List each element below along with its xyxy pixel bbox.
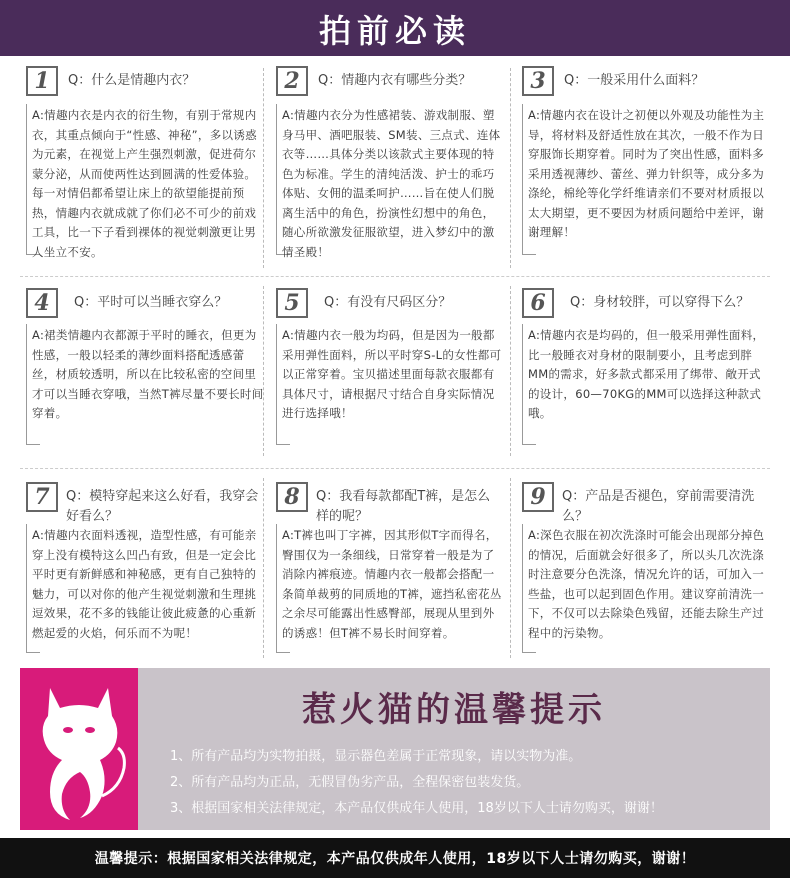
faq-question: Q：情趣内衣有哪些分类？ [318, 73, 472, 88]
cat-silhouette-logo-icon [20, 668, 138, 830]
page-title: 拍前必读 [318, 12, 471, 50]
faq-item [26, 288, 266, 458]
tip-item: 2、所有产品均为正品，无假冒伪劣产品，全程保密包装发货。 [170, 775, 530, 790]
number-badge: 8 [276, 482, 308, 512]
faq-item [26, 66, 266, 266]
number-badge: 7 [26, 482, 58, 512]
faq-item [522, 482, 765, 662]
header-banner [0, 0, 790, 56]
faq-answer: A:情趣内衣分为性感裙装、游戏制服、塑身马甲、酒吧服装、SM装、三点式、连体衣等……具体分类以该款式主要体现的特色为标准。学生的清纯活泼、护士的乖巧体贴、女佣的温柔呵护……旨在使人们脱离生活中的角色，扮演性幻想中的角色，随心所欲激发征服欲望，进入梦幻中的激情圣殿！ [282, 108, 501, 259]
number-badge: 9 [522, 482, 554, 512]
footer-notice: 温馨提示：根据国家相关法律规定，本产品仅供成年人使用，18岁以下人士请勿购买，谢谢！ [94, 851, 696, 867]
number-badge: 6 [522, 288, 554, 318]
tip-item: 1、所有产品均为实物拍摄，显示器色差属于正常现象，请以实物为准。 [170, 749, 582, 764]
faq-question: Q：什么是情趣内衣？ [68, 73, 196, 88]
faq-question: Q：模特穿起来这么好看，我穿会好看么？ [66, 489, 259, 524]
row-divider [20, 276, 770, 277]
number-badge: 2 [276, 66, 308, 96]
tips-list [170, 744, 760, 822]
faq-answer: A:情趣内衣是内衣的衍生物，有别于常规内衣，其重点倾向于“性感、神秘”，多以诱惑为元素，在视觉上产生强烈刺激，促进荷尔蒙分泌，从而使两性达到圆满的性爱体验。每一对情侣都希望让床上的欲望能提前预热，情趣内衣就成就了你们必不可少的前戏工具，比一下子看到裸体的视觉刺激更让男人坐立不安。 [32, 108, 257, 259]
tips-title: 惹火猫的温馨提示 [302, 690, 606, 730]
faq-question: Q：身材较胖，可以穿得下么？ [570, 295, 750, 310]
faq-question: Q：产品是否褪色，穿前需要清洗么？ [562, 489, 755, 524]
faq-answer: A:裙类情趣内衣都源于平时的睡衣，但更为性感，一般以轻柔的薄纱面料搭配透感蕾丝，材质较透明，所以在比较私密的空间里才可以当睡衣穿哦，当然T裤尽量不要长时间穿着。 [32, 328, 264, 420]
faq-item [26, 482, 266, 662]
faq-answer: A:情趣内衣在设计之初便以外观及功能性为主导，将材料及舒适性放在其次，一般不作为日穿服饰长期穿着。同时为了突出性感，面料多采用透视薄纱、蕾丝、弹力针织等，成分多为涤纶，棉纶等化学纤维请亲们不要对材质报以太大期望，更不要因为材质问题给中差评，谢谢理解！ [528, 108, 765, 239]
faq-item [276, 288, 516, 458]
faq-answer: A:情趣内衣是均码的，但一般采用弹性面料，比一般睡衣对身材的限制要小，且考虑到胖MM的需求，好多款式都采用了绑带、敞开式的设计，60—70KG的MM可以选择这种款式哦。 [528, 328, 765, 420]
faq-question: Q：我看每款都配T裤，是怎么样的呢？ [316, 489, 491, 524]
number-badge: 3 [522, 66, 554, 96]
number-badge: 5 [276, 288, 308, 318]
faq-item [522, 288, 765, 458]
tip-item: 3、根据国家相关法律规定，本产品仅供成年人使用，18岁以下人士请勿购买，谢谢！ [170, 801, 663, 816]
faq-question: Q：有没有尺码区分？ [324, 295, 452, 310]
faq-item [522, 66, 765, 266]
faq-answer: A:深色衣服在初次洗涤时可能会出现部分掉色的情况，后面就会好很多了，所以头几次洗涤时注意要分色洗涤，情况允许的话，可加入一些盐，也可以起到固色作用。建议穿前清洗一下，不仅可以去除染色残留，还能去除生产过程中的污染物。 [528, 528, 765, 640]
tips-panel [20, 668, 770, 830]
faq-answer: A:情趣内衣一般为均码，但是因为一般都采用弹性面料，所以平时穿S-L的女性都可以正常穿着。宝贝描述里面每款衣服都有具体尺寸，请根据尺寸结合自身实际情况进行选择哦！ [282, 328, 502, 420]
faq-item [276, 66, 516, 266]
number-badge: 4 [26, 288, 58, 318]
faq-question: Q：平时可以当睡衣穿么？ [74, 295, 228, 310]
row-divider [20, 468, 770, 469]
footer-bar [0, 838, 790, 878]
faq-question: Q：一般采用什么面料？ [564, 73, 705, 88]
faq-answer: A:T裤也叫丁字裤，因其形似T字而得名，臀围仅为一条细线，日常穿着一般是为了消除内裤痕迹。情趣内衣一般都会搭配一条简单裁剪的同质地的T裤，遮挡私密花丛之余尽可能露出性感臀部，展现从里到外的诱惑！但T裤不易长时间穿着。 [282, 528, 502, 640]
faq-answer: A:情趣内衣面料透视，造型性感，有可能亲穿上没有模特这么凹凸有致，但是一定会比平时更有新鲜感和神秘感，更有自己独特的魅力，可以对你的他产生视觉刺激和生理挑逗效果，花不多的钱能让彼此疲惫的心重新燃起爱的火焰，何乐而不为呢！ [32, 528, 257, 640]
number-badge: 1 [26, 66, 58, 96]
faq-item [276, 482, 516, 662]
